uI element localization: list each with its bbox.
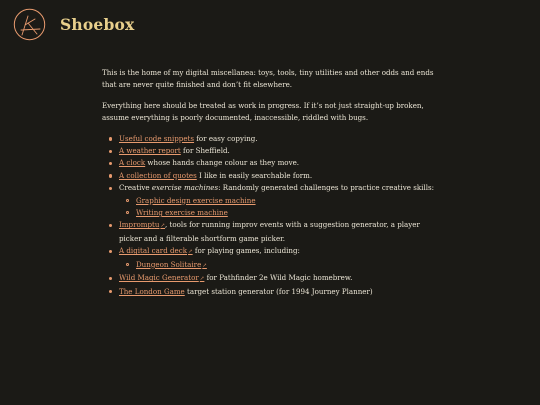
link-card-deck[interactable] xyxy=(119,246,193,255)
list-item-emphasis: exercise machines xyxy=(151,183,219,193)
project-list xyxy=(102,133,442,298)
list-item xyxy=(119,245,442,272)
site-title[interactable]: Shoebox xyxy=(60,15,135,34)
list-item xyxy=(119,170,442,182)
list-item-text: whose hands change colour as they move. xyxy=(145,158,300,168)
external-link-icon: ↗ xyxy=(188,249,193,256)
link-writing-machine[interactable]: Writing exercise machine xyxy=(136,208,228,218)
link-london-game[interactable]: The London Game xyxy=(119,286,185,296)
exercise-machine-sublist xyxy=(119,195,442,220)
list-item-text: : Randomly generated challenges to practice creative skills: xyxy=(218,183,435,193)
sublist-item xyxy=(136,195,442,207)
disclaimer-paragraph: Everything here should be treated as work in progress. If it’s not just straight-up broken, assume everything is poorly documented, inaccessible, riddled with bugs. xyxy=(102,100,424,123)
sublist-item xyxy=(136,259,442,272)
link-weather-report[interactable]: A weather report xyxy=(119,146,181,156)
external-link-icon: ↗ xyxy=(160,223,166,230)
list-item xyxy=(119,272,442,285)
shoebox-logo-icon[interactable] xyxy=(13,8,46,41)
external-link-icon: ↗ xyxy=(202,262,207,269)
list-item-text: for Pathfinder 2e Wild Magic homebrew. xyxy=(204,273,353,283)
link-wild-magic-generator[interactable] xyxy=(119,273,204,282)
intro-paragraph: This is the home of my digital miscellanea: toys, tools, tiny utilities and other odds and ends that are never quite finished and don’t fit elsewhere. xyxy=(102,68,434,90)
site-header xyxy=(13,8,134,41)
list-item-text: target station generator (for 1994 Journey Planner) xyxy=(184,286,373,296)
link-impromptu[interactable] xyxy=(119,220,165,229)
link-label: A digital card deck xyxy=(119,246,188,256)
sublist-item xyxy=(136,207,442,219)
list-item-text: Creative xyxy=(119,183,152,193)
link-label: Dungeon Solitaire xyxy=(136,259,202,269)
list-item xyxy=(119,133,442,145)
link-graphic-design-machine[interactable]: Graphic design exercise machine xyxy=(136,195,256,205)
card-games-sublist xyxy=(119,259,442,272)
list-item-text: I like in easily searchable form. xyxy=(196,170,313,180)
list-item xyxy=(119,182,442,219)
main-content xyxy=(102,67,442,298)
external-link-icon: ↗ xyxy=(199,276,205,283)
list-item xyxy=(119,145,442,157)
link-label: Wild Magic Generator xyxy=(119,273,199,283)
link-quotes[interactable]: A collection of quotes xyxy=(119,170,197,180)
list-item-text: for Sheffield. xyxy=(180,146,230,156)
list-item xyxy=(119,157,442,169)
link-dungeon-solitaire[interactable] xyxy=(136,260,207,269)
list-item-text: for playing games, including: xyxy=(192,246,300,256)
link-code-snippets[interactable]: Useful code snippets xyxy=(119,133,195,143)
list-item xyxy=(119,286,442,298)
link-label: Impromptu xyxy=(119,220,160,230)
list-item xyxy=(119,219,442,245)
list-item-text: for easy copying. xyxy=(194,133,258,143)
link-clock[interactable]: A clock xyxy=(119,158,146,168)
list-item-text: , tools for running improv events with a suggestion generator, a player picker and a filterable shortform game picker. xyxy=(119,220,420,243)
